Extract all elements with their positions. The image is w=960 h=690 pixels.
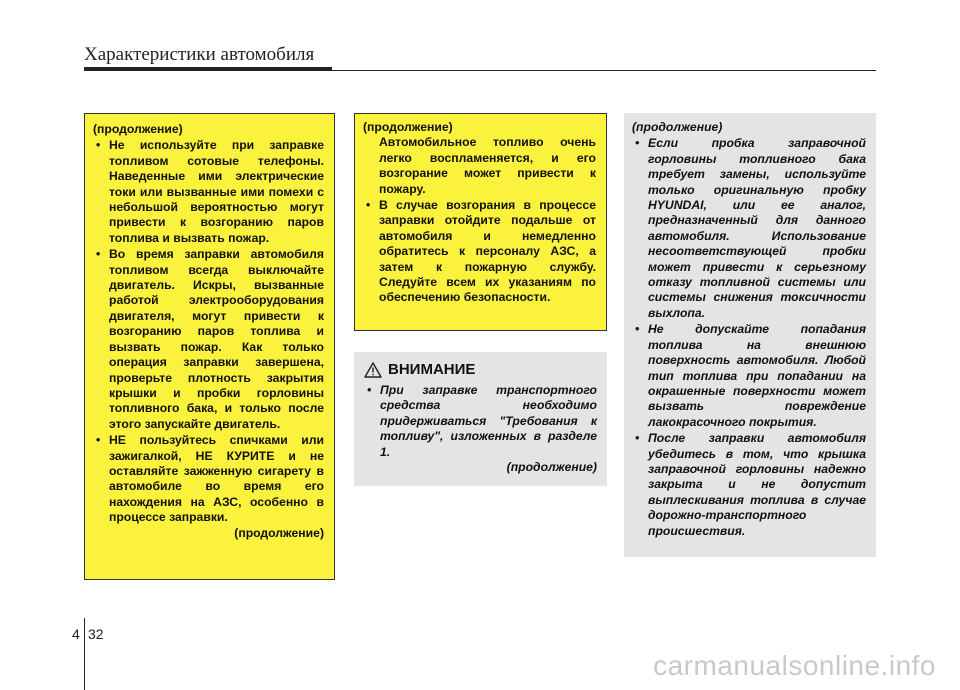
list-item-text: После заправки автомобиля убедитесь в том, что крышка заправочной горловины надежно закрыта и не допустит выплескивания топлива в случае дорожно-транспортного происшествия. [648, 431, 866, 538]
warning-triangle-icon [364, 362, 382, 378]
list-item-text: НЕ пользуйтесь спичками или зажигалкой, НЕ КУРИТЕ и не оставляйте зажженную сигарету в автомобиле во время его нахождения на АЗС, особенно в процессе заправки. [109, 433, 324, 525]
caution-header [364, 362, 597, 378]
note-list [363, 198, 596, 306]
chapter-number: 4 [72, 626, 80, 642]
list-item-text: При заправке транспортного средства необходимо придерживаться "Требования к топливу", изложенных в разделе 1. [380, 383, 597, 459]
list-item [93, 138, 324, 246]
page-number-divider [84, 618, 85, 690]
bullet-icon: • [366, 198, 371, 213]
watermark: carmanualsonline.info [653, 650, 936, 681]
page-number-value: 32 [88, 626, 104, 642]
list-item [363, 198, 596, 306]
note-box-column2 [354, 113, 607, 331]
continuation-header: (продолжение) [93, 122, 183, 136]
note-list [93, 138, 324, 525]
continuation-footer: (продолжение) [506, 460, 597, 475]
intro-text: Автомобильное топливо очень легко воспламеняется, и его возгорание может привести к пожару. [379, 135, 596, 196]
caution-list [632, 136, 866, 539]
caution-title: ВНИМАНИЕ [388, 361, 476, 379]
list-item-text: Не допускайте попадания топлива на внешнюю поверхность автомобиля. Любой тип топлива при попадании на окрашенные поверхности может вызвать повреждение лакокрасочного покрытия. [648, 322, 866, 429]
list-item [93, 247, 324, 432]
header-rule [84, 70, 876, 71]
list-item [364, 383, 597, 460]
list-item [93, 433, 324, 525]
continuation-header: (продолжение) [632, 120, 723, 134]
list-item-text: Во время заправки автомобиля топливом всегда выключайте двигатель. Искры, вызванные работой электрооборудования двигателя, могут привести к возгоранию паров топлива и вызвать пожар. Как только операция заправки завершена, проверьте плотность закрытия крышки и пробки горловины топливного бака, и только после этого запускайте двигатель. [109, 247, 324, 431]
list-item-text: Если пробка заправочной горловины топливного бака требует замены, используйте только оригинальную пробку HYUNDAI, или ее аналог, предназначенный для данного автомобиля. Использование несоответствующей пробки может привести к серьезному отказу топливной системы или системы снижения токсичности выхлопа. [648, 136, 866, 320]
bullet-icon: • [96, 433, 101, 448]
list-item [632, 431, 866, 539]
bullet-icon: • [635, 322, 640, 337]
continuation-header: (продолжение) [363, 120, 453, 134]
bullet-icon: • [635, 431, 640, 446]
caution-box [354, 352, 607, 486]
bullet-icon: • [96, 247, 101, 262]
caution-list [364, 383, 597, 460]
list-item-text: В случае возгорания в процессе заправки отойдите подальше от автомобиля и немедленно обратитесь к персоналу АЗС, а затем к пожарную службу. Следуйте всем их указаниям по обеспечению безопасности. [379, 198, 596, 305]
bullet-icon: • [367, 383, 372, 397]
note-box-column1 [84, 113, 335, 580]
bullet-icon: • [635, 136, 640, 151]
caution-box-column3 [624, 113, 876, 557]
list-item [632, 322, 866, 430]
page-header-title: Характеристики автомобиля [84, 44, 315, 65]
continuation-footer: (продолжение) [234, 525, 324, 540]
list-item-text: Не используйте при заправке топливом сотовые телефоны. Наведенные ими электрические токи или вызванные ими помехи с небольшой вероятностью могут привести к возгоранию паров топлива и вызвать пожар. [109, 138, 324, 245]
bullet-icon: • [96, 138, 101, 153]
list-item [632, 136, 866, 321]
